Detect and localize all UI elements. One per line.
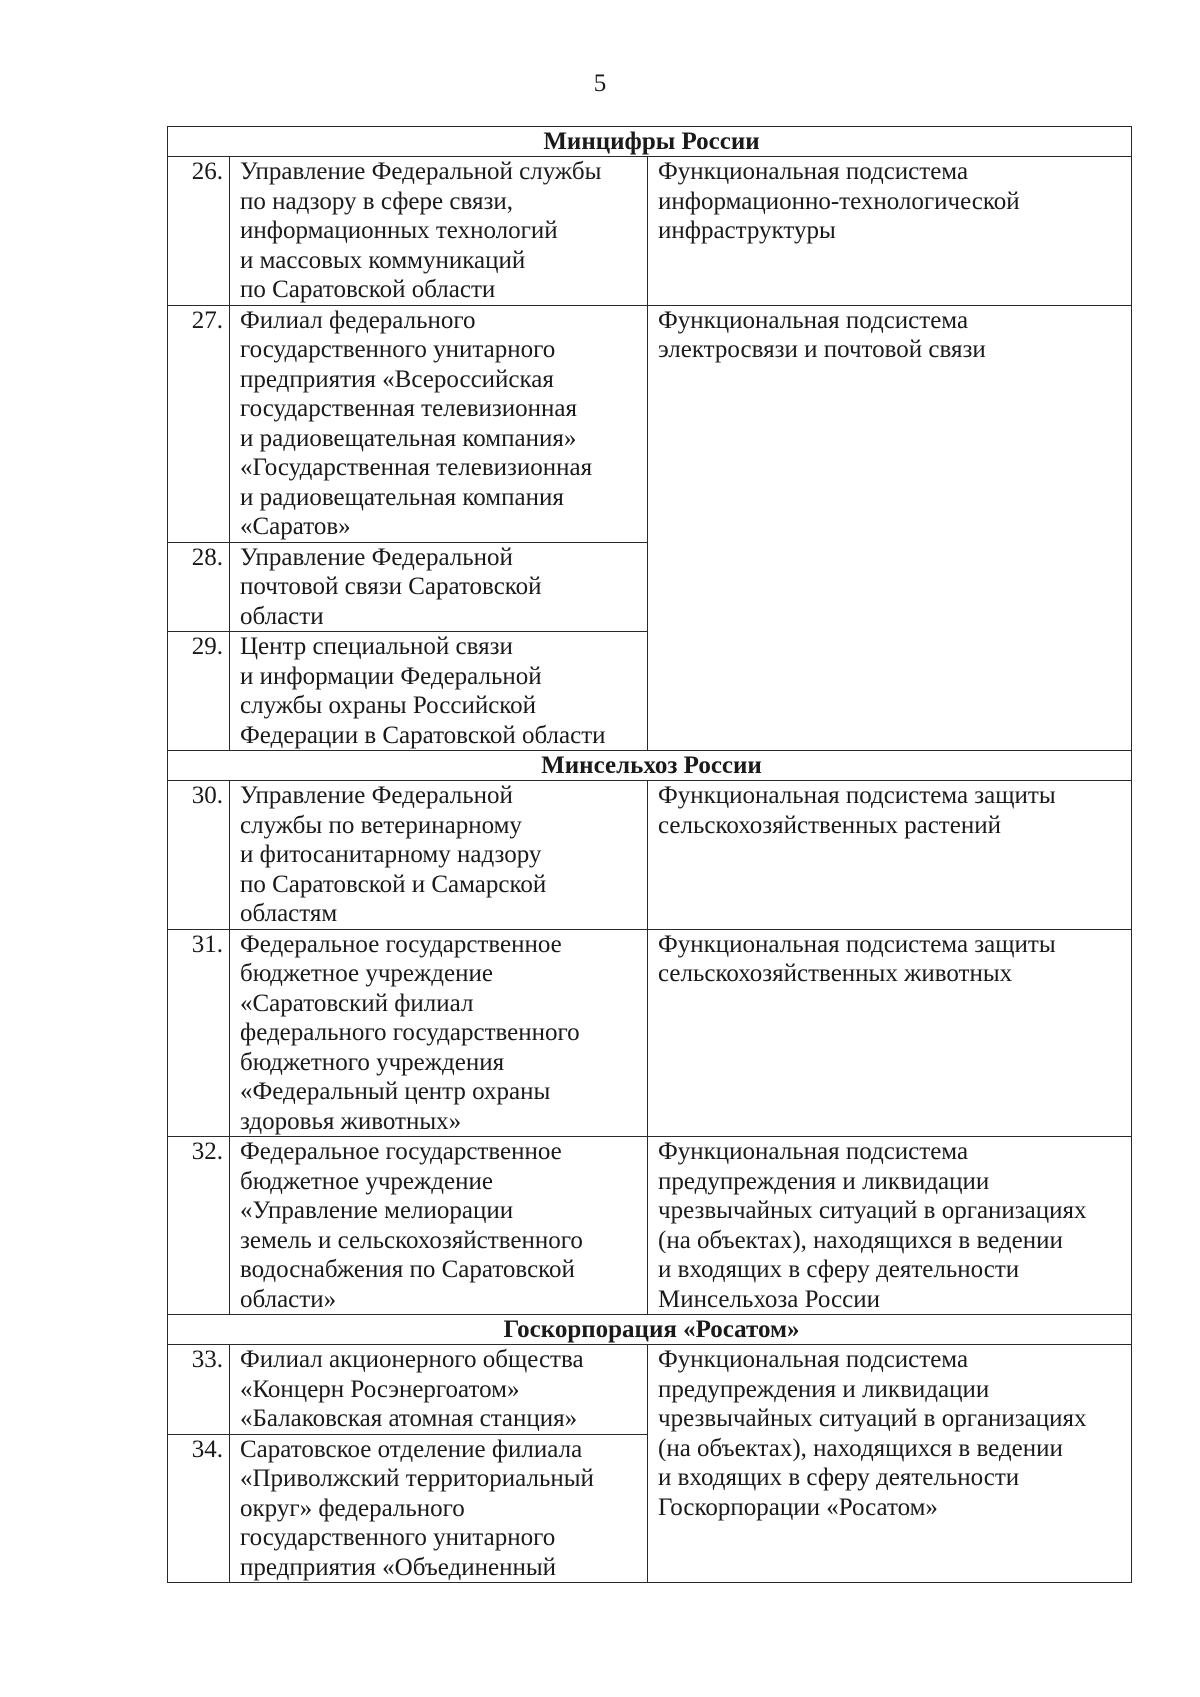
subsystem-name: Функциональная подсистема защиты сельскохозяйственных растений [648, 781, 1132, 930]
table-row [168, 1345, 1132, 1435]
organization-name: Управление Федеральной почтовой связи Саратовской области [230, 542, 648, 632]
organization-name: Федеральное государственное бюджетное учреждение «Саратовский филиал федерального государственного бюджетного учреждения «Федеральный центр охраны здоровья животных» [230, 929, 648, 1137]
row-number: 26. [168, 157, 230, 306]
section-header-row [168, 127, 1132, 157]
organization-name: Саратовское отделение филиала «Приволжский территориальный округ» федерального государственного унитарного предприятия «Объединенный [230, 1434, 648, 1583]
row-number: 29. [168, 632, 230, 751]
subsystem-name: Функциональная подсистема предупреждения и ликвидации чрезвычайных ситуаций в организациях (на объектах), находящихся в ведении и входящих в сферу деятельности Госкорпорации «Росатом» [648, 1345, 1132, 1583]
table-row [168, 781, 1132, 930]
table-row [168, 305, 1132, 542]
row-number: 28. [168, 542, 230, 632]
organization-name: Филиал акционерного общества «Концерн Росэнергоатом» «Балаковская атомная станция» [230, 1345, 648, 1435]
organization-name: Центр специальной связи и информации Федеральной службы охраны Российской Федерации в Саратовской области [230, 632, 648, 751]
row-number: 30. [168, 781, 230, 930]
section-title: Госкорпорация «Росатом» [168, 1315, 1132, 1345]
section-header-row [168, 751, 1132, 781]
organization-name: Управление Федеральной службы по ветеринарному и фитосанитарному надзору по Саратовской и Самарской областям [230, 781, 648, 930]
table-row [168, 157, 1132, 306]
subsystem-name: Функциональная подсистема информационно-технологической инфраструктуры [648, 157, 1132, 306]
page-number: 5 [593, 70, 607, 97]
section-title: Минсельхоз России [168, 751, 1132, 781]
row-number: 31. [168, 929, 230, 1137]
subsystem-name: Функциональная подсистема электросвязи и почтовой связи [648, 305, 1132, 751]
subsystem-name: Функциональная подсистема предупреждения и ликвидации чрезвычайных ситуаций в организациях (на объектах), находящихся в ведении и входящих в сферу деятельности Минсельхоза России [648, 1137, 1132, 1315]
row-number: 27. [168, 305, 230, 542]
section-title: Минцифры России [168, 127, 1132, 157]
row-number: 32. [168, 1137, 230, 1315]
organization-name: Федеральное государственное бюджетное учреждение «Управление мелиорации земель и сельскохозяйственного водоснабжения по Саратовской области» [230, 1137, 648, 1315]
section-header-row [168, 1315, 1132, 1345]
table-row [168, 929, 1132, 1137]
organizations-table [167, 126, 1132, 1583]
row-number: 34. [168, 1434, 230, 1583]
organization-name: Филиал федерального государственного унитарного предприятия «Всероссийская государственная телевизионная и радиовещательная компания» «Государственная телевизионная и радиовещательная компания «Саратов» [230, 305, 648, 542]
organization-name: Управление Федеральной службы по надзору в сфере связи, информационных технологий и массовых коммуникаций по Саратовской области [230, 157, 648, 306]
row-number: 33. [168, 1345, 230, 1435]
table-row [168, 1137, 1132, 1315]
subsystem-name: Функциональная подсистема защиты сельскохозяйственных животных [648, 929, 1132, 1137]
